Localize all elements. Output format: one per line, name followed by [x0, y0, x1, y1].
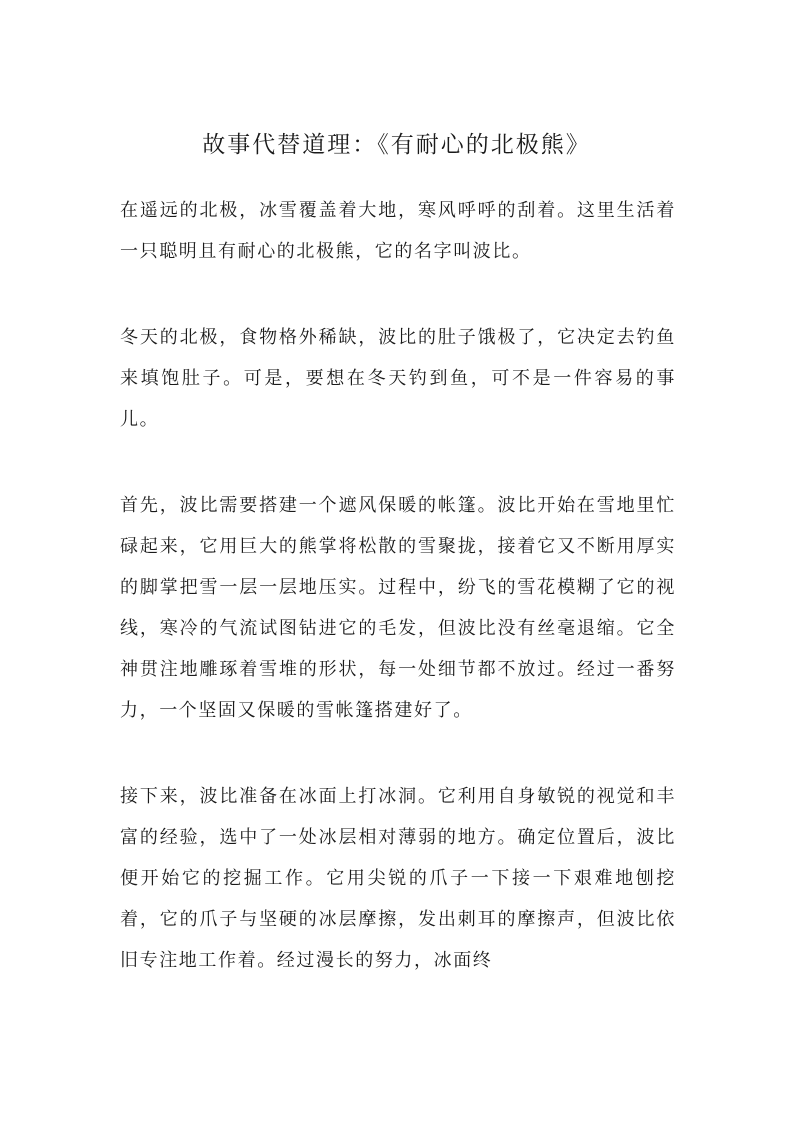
paragraph: 在遥远的北极，冰雪覆盖着大地，寒风呼呼的刮着。这里生活着一只聪明且有耐心的北极熊，它的名字叫波比。 — [120, 200, 676, 262]
page-title: 故事代替道理：《有耐心的北极熊》 — [202, 132, 591, 158]
paragraph: 接下来，波比准备在冰面上打冰洞。它利用自身敏锐的视觉和丰富的经验，选中了一处冰层相对薄弱的地方。确定位置后，波比便开始它的挖掘工作。它用尖锐的爪子一下接一下艰难地刨挖着，它的爪子与坚硬的冰层摩擦，发出刺耳的摩擦声，但波比依旧专注地工作着。经过漫长的努力，冰面终 — [120, 786, 676, 971]
paragraph: 首先，波比需要搭建一个遮风保暖的帐篷。波比开始在雪地里忙碌起来，它用巨大的熊掌将松散的雪聚拢，接着它又不断用厚实的脚掌把雪一层一层地压实。过程中，纷飞的雪花模糊了它的视线，寒冷的气流试图钻进它的毛发，但波比没有丝毫退缩。它全神贯注地雕琢着雪堆的形状，每一处细节都不放过。经过一番努力，一个坚固又保暖的雪帐篷搭建好了。 — [120, 495, 676, 721]
story-body — [120, 190, 676, 1026]
paragraph: 冬天的北极，食物格外稀缺，波比的肚子饿极了，它决定去钓鱼来填饱肚子。可是，要想在冬天钓到鱼，可不是一件容易的事儿。 — [120, 327, 676, 430]
